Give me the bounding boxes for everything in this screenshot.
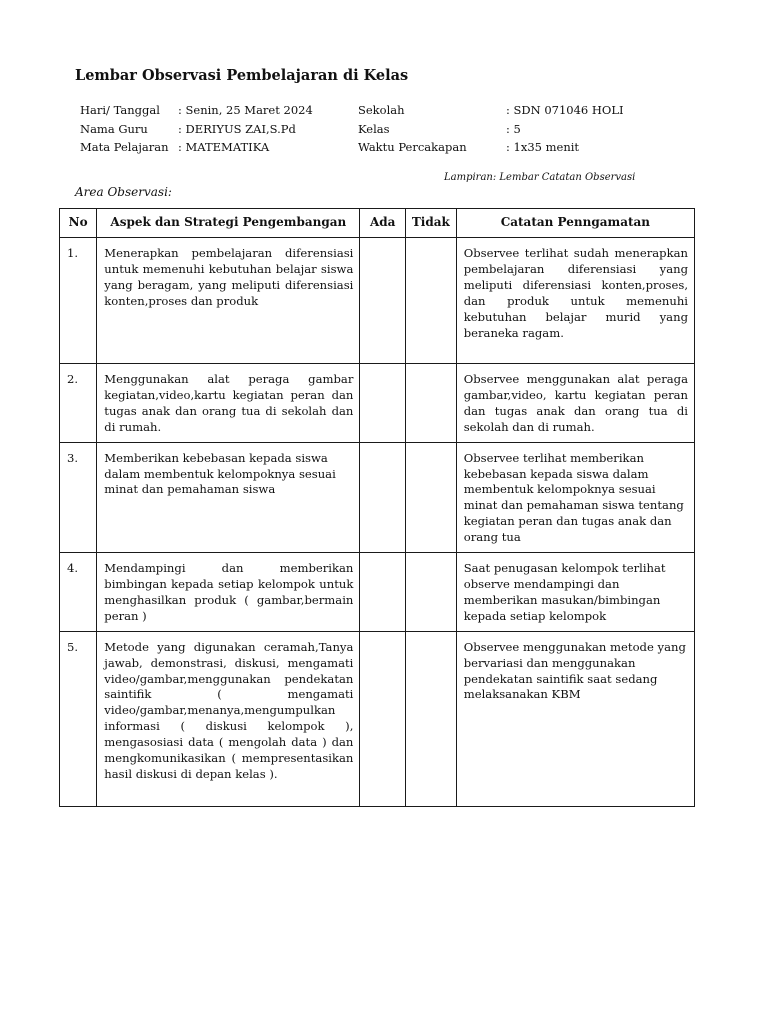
row-ada-cell bbox=[360, 631, 406, 806]
table-row bbox=[60, 631, 695, 806]
row-no: 2. bbox=[60, 364, 97, 443]
row-aspek: Mendampingi dan memberikan bimbingan kepada setiap kelompok untuk menghasilkan produk ( gambar,bermain peran ) bbox=[97, 553, 360, 632]
header-ada: Ada bbox=[360, 209, 406, 238]
kelas-label: Kelas bbox=[358, 121, 390, 136]
row-no: 4. bbox=[60, 553, 97, 632]
row-ada-cell bbox=[360, 442, 406, 552]
sekolah-label: Sekolah bbox=[358, 103, 405, 117]
guru-value: : DERIYUS ZAI,S.Pd bbox=[178, 121, 296, 136]
header-catatan: Catatan Penngamatan bbox=[456, 209, 694, 238]
area-observasi-label: Area Observasi: bbox=[75, 185, 172, 199]
header-tidak: Tidak bbox=[405, 209, 456, 238]
row-ada-cell bbox=[360, 364, 406, 443]
row-tidak-cell bbox=[405, 364, 456, 443]
row-ada-cell bbox=[360, 238, 406, 364]
hari-label: Hari/ Tanggal bbox=[80, 103, 160, 117]
table-row bbox=[60, 442, 695, 552]
sekolah-value: : SDN 071046 HOLI bbox=[506, 103, 624, 117]
row-tidak-cell bbox=[405, 631, 456, 806]
mapel-value: : MATEMATIKA bbox=[178, 140, 270, 154]
table-row bbox=[60, 553, 695, 632]
waktu-value: : 1x35 menit bbox=[506, 140, 580, 154]
row-no: 1. bbox=[60, 238, 97, 364]
row-aspek: Metode yang digunakan ceramah,Tanya jawab, demonstrasi, diskusi, mengamati video/gambar,menggunakan pendekatan saintifik ( mengamati video/gambar,menanya,mengumpulkan informasi ( diskusi kelompok ), mengasosiasi data ( mengolah data ) dan mengkomunikasikan ( mempresentasikan hasil diskusi di depan kelas ). bbox=[97, 631, 360, 806]
header-aspek: Aspek dan Strategi Pengembangan bbox=[97, 209, 360, 238]
table-row bbox=[60, 238, 695, 364]
table-header-row bbox=[60, 209, 695, 238]
row-catatan: Observee terlihat memberikan kebebasan kepada siswa dalam membentuk kelompoknya sesuai minat dan pemahaman siswa tentang kegiatan peran dan tugas anak dan orang tua bbox=[456, 442, 694, 552]
table-row bbox=[60, 364, 695, 443]
row-tidak-cell bbox=[405, 553, 456, 632]
row-aspek: Memberikan kebebasan kepada siswa dalam membentuk kelompoknya sesuai minat dan pemahaman siswa bbox=[97, 442, 360, 552]
row-aspek: Menggunakan alat peraga gambar kegiatan,video,kartu kegiatan peran dan tugas anak dan orang tua di sekolah dan di rumah. bbox=[97, 364, 360, 443]
row-catatan: Observee terlihat sudah menerapkan pembelajaran diferensiasi yang meliputi diferensiasi konten,proses, dan produk untuk memenuhi kebutuhan belajar murid yang beraneka ragam. bbox=[456, 238, 694, 364]
page-title: Lembar Observasi Pembelajaran di Kelas bbox=[75, 67, 409, 84]
row-no: 5. bbox=[60, 631, 97, 806]
hari-value: : Senin, 25 Maret 2024 bbox=[178, 103, 313, 117]
lampiran-note: Lampiran: Lembar Catatan Observasi bbox=[444, 172, 636, 183]
observation-table bbox=[59, 208, 695, 807]
kelas-value: : 5 bbox=[506, 121, 521, 136]
row-catatan: Observee menggunakan alat peraga gambar,video, kartu kegiatan peran dan tugas anak dan orang tua di sekolah dan di rumah. bbox=[456, 364, 694, 443]
header-no: No bbox=[60, 209, 97, 238]
row-aspek: Menerapkan pembelajaran diferensiasi untuk memenuhi kebutuhan belajar siswa yang beragam, yang meliputi diferensiasi konten,proses dan produk bbox=[97, 238, 360, 364]
row-ada-cell bbox=[360, 553, 406, 632]
row-tidak-cell bbox=[405, 238, 456, 364]
guru-label: Nama Guru bbox=[80, 121, 148, 136]
row-catatan: Saat penugasan kelompok terlihat observe mendampingi dan memberikan masukan/bimbingan kepada setiap kelompok bbox=[456, 553, 694, 632]
row-catatan: Observee menggunakan metode yang bervariasi dan menggunakan pendekatan saintifik saat sedang melaksanakan KBM bbox=[456, 631, 694, 806]
mapel-label: Mata Pelajaran bbox=[80, 140, 169, 154]
row-tidak-cell bbox=[405, 442, 456, 552]
row-no: 3. bbox=[60, 442, 97, 552]
waktu-label: Waktu Percakapan bbox=[358, 140, 467, 154]
